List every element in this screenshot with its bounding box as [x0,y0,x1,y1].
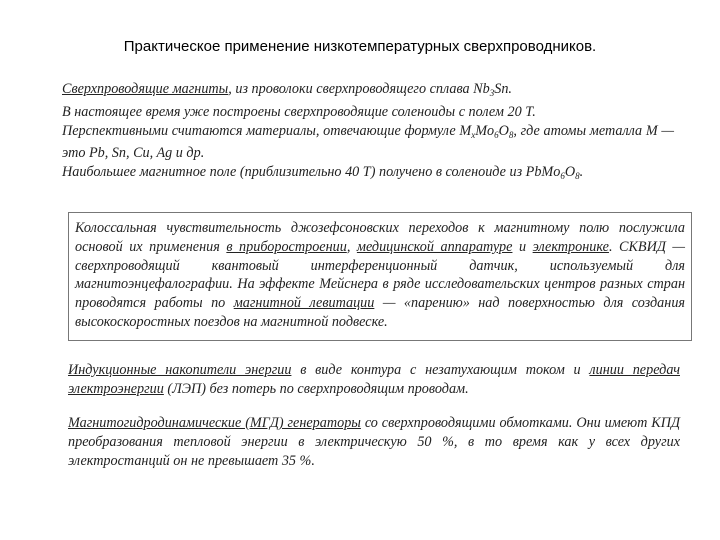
magnets-text-end: Sn. [494,81,512,97]
mhd-section [68,414,680,470]
subscript: 6 [494,129,499,140]
text: Колоссальная чувствительность джозефсоновских переходов к магнитному полю послужила основой их применения [75,220,685,255]
electronics-link[interactable]: электронике [532,238,609,255]
subscript: 6 [560,171,565,182]
text: . СКВИД — сверхпроводящий квантовый интерференционный датчик, используемый для магнитоэнцефалографии. На эффекте Мейснера в ряде исследовательских центров разных стран проводятся работы по [75,238,685,312]
text: — «парению» над поверхностью для создания высокоскоростных поездов на магнитной подвеске. [75,295,686,330]
storage-paragraph [68,361,680,399]
record-end: . [579,164,584,181]
text: , [346,238,357,255]
mhd-link[interactable]: Магнитогидродинамические (МГД) генераторы [68,415,361,431]
magnets-link[interactable]: Сверхпроводящие магниты [62,81,229,97]
magnets-line-1 [62,80,674,103]
formula-o: O [498,122,509,139]
text: и [512,238,533,255]
record-text: Наибольшее магнитное поле (приблизительно 40 Т) получено в соленоиде из PbMo [62,164,561,181]
magnets-line-4 [62,163,674,186]
josephson-paragraph [75,219,685,332]
josephson-section [68,212,692,341]
page-title: Практическое применение низкотемпературных сверхпроводников. [123,38,597,55]
subscript: 8 [508,129,514,140]
energy-storage-section [68,361,680,399]
text: (ЛЭП) без потерь по сверхпроводящим проводам. [163,380,469,397]
magnets-line-2: В настоящее время уже построены сверхпроводящие соленоиды с полем 20 Т. [62,103,536,120]
levitation-link[interactable]: магнитной левитации [233,295,375,312]
formula-text-end: , где атомы металла M — это Pb, Sn, Cu, Ag и др. [62,122,674,162]
medical-link[interactable]: медицинской аппаратуре [356,238,513,255]
subscript: 8 [575,171,580,182]
record-o: O [564,164,576,181]
instrument-link[interactable]: в приборостроении [226,238,347,255]
magnets-text: , из проволоки сверхпроводящего сплава Nb [228,81,490,97]
subscript: 3 [489,88,495,98]
power-lines-link[interactable]: линии передач электроэнергии [68,362,680,397]
magnets-line-3 [62,122,674,164]
formula-text: Перспективными считаются материалы, отвечающие формуле M [62,122,472,139]
text: в виде контура с незатухающим током и [291,362,590,378]
formula-mo: Mo [475,122,495,139]
subscript: x [471,129,476,140]
text: со сверхпроводящими обмотками. Они имеют КПД преобразования тепловой энергии в электрическую 50 %, в то время как у всех других электростанций он не превышает 35 %. [68,415,680,469]
storage-link[interactable]: Индукционные накопители энергии [68,362,292,378]
mhd-paragraph [68,414,680,470]
superconducting-magnets-section [62,80,674,186]
